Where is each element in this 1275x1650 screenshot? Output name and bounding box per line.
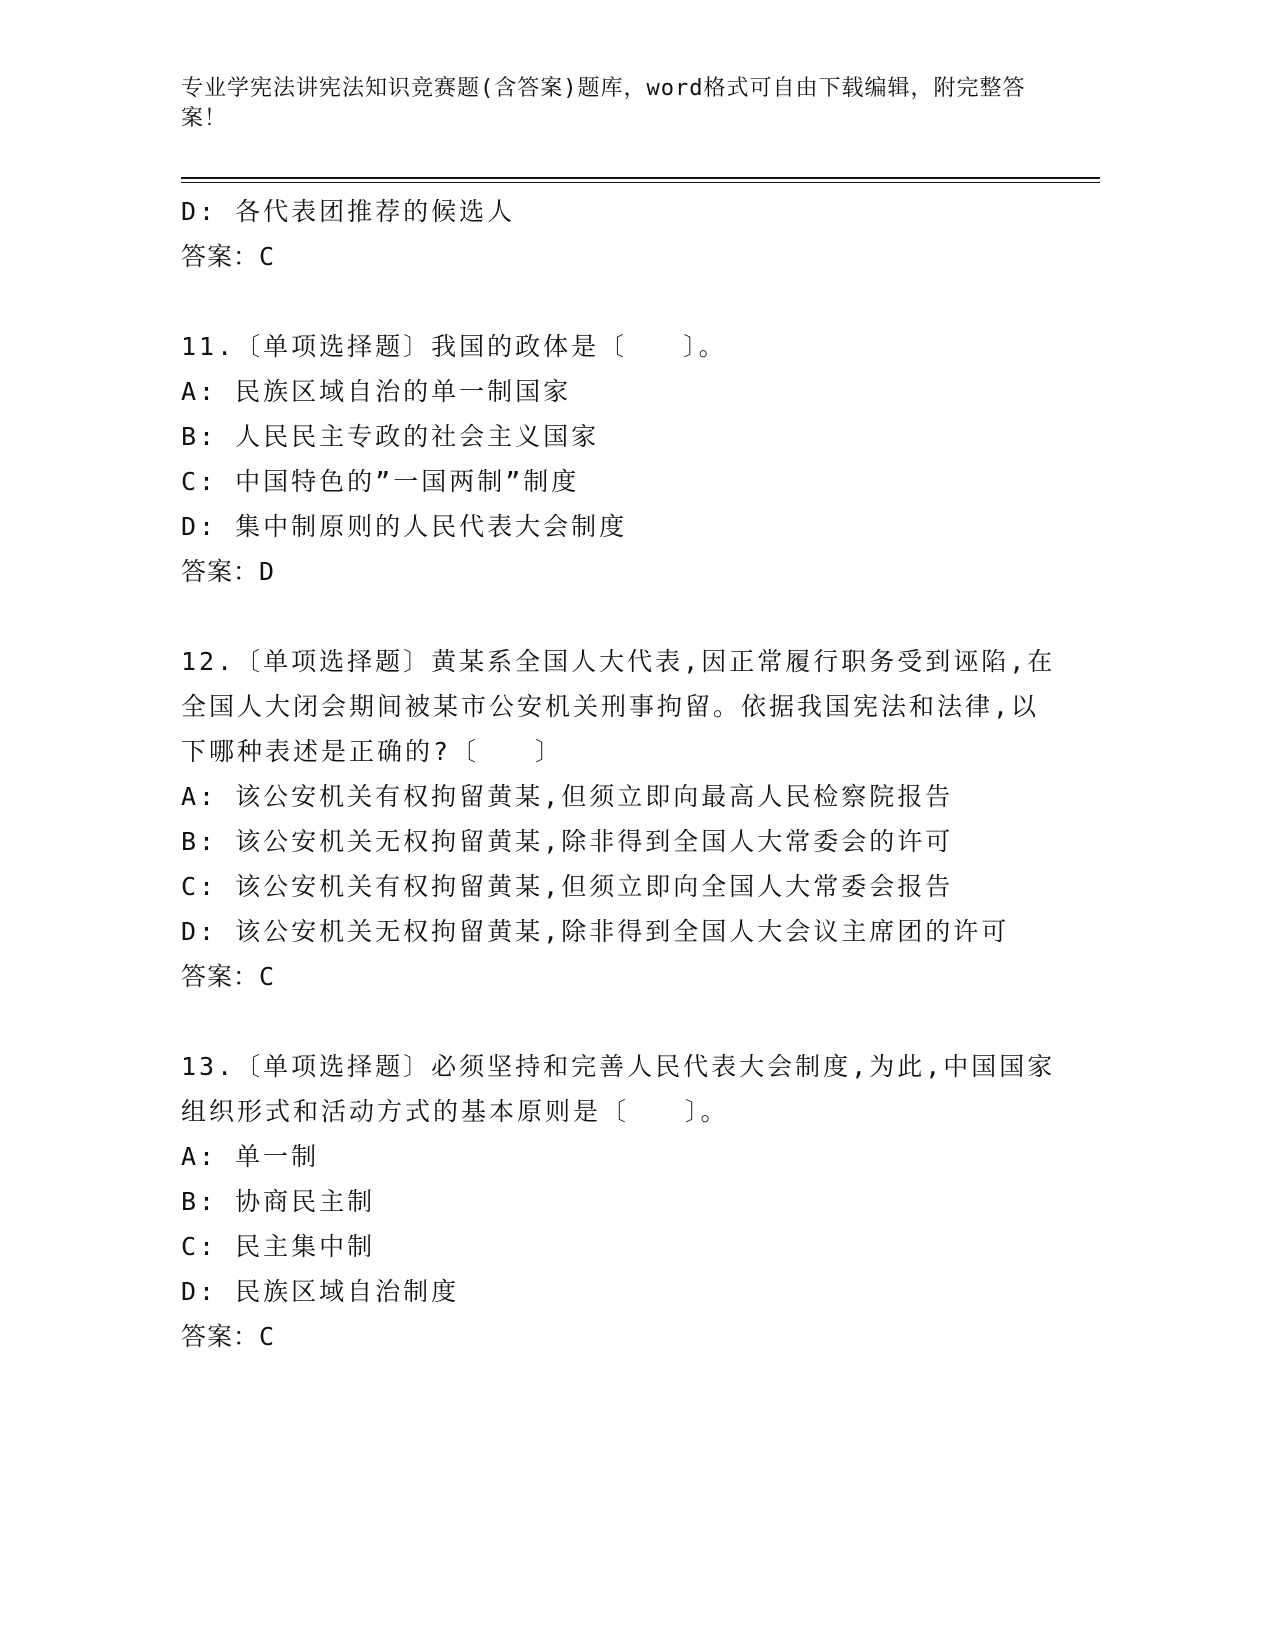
option-d: D: 该公安机关无权拘留黄某,除非得到全国人大会议主席团的许可 [181,917,1010,946]
option-c: C: 民主集中制 [181,1232,376,1261]
question-stem-line-2: 全国人大闭会期间被某市公安机关刑事拘留。依据我国宪法和法律,以 [181,692,1040,721]
answer: 答案：C [181,1322,276,1351]
answer: 答案：D [181,557,276,586]
option-d: D: 民族区域自治制度 [181,1277,460,1306]
header-rule-thick [181,177,1100,179]
question-11 [181,324,1081,594]
option-a: A: 民族区域自治的单一制国家 [181,377,572,406]
page-header: 专业学宪法讲宪法知识竞赛题(含答案)题库，word格式可自由下载编辑，附完整答案！ [181,76,1026,131]
option-a: A: 单一制 [181,1142,320,1171]
prev-question-answer: 答案：C [181,242,276,271]
question-13 [181,1044,1081,1359]
question-stem-line-1: 13.〔单项选择题〕必须坚持和完善人民代表大会制度,为此,中国国家 [181,1052,1056,1081]
answer: 答案：C [181,962,276,991]
prev-question-option-d: D: 各代表团推荐的候选人 [181,197,516,226]
spacer [181,594,1081,639]
question-stem: 11.〔单项选择题〕我国的政体是〔 〕。 [181,332,727,361]
option-b: B: 人民民主专政的社会主义国家 [181,422,600,451]
question-stem-line-2: 组织形式和活动方式的基本原则是〔 〕。 [181,1097,729,1126]
spacer [181,279,1081,324]
header-rule-thin [181,182,1100,183]
option-b: B: 协商民主制 [181,1187,376,1216]
spacer [181,999,1081,1044]
option-d: D: 集中制原则的人民代表大会制度 [181,512,628,541]
question-list [181,189,1081,1359]
question-12 [181,639,1081,999]
question-stem-line-3: 下哪种表述是正确的?〔 〕 [181,737,564,766]
option-b: B: 该公安机关无权拘留黄某,除非得到全国人大常委会的许可 [181,827,954,856]
question-stem-line-1: 12.〔单项选择题〕黄某系全国人大代表,因正常履行职务受到诬陷,在 [181,647,1056,676]
option-c: C: 中国特色的”一国两制”制度 [181,467,580,496]
option-c: C: 该公安机关有权拘留黄某,但须立即向全国人大常委会报告 [181,872,954,901]
option-a: A: 该公安机关有权拘留黄某,但须立即向最高人民检察院报告 [181,782,954,811]
